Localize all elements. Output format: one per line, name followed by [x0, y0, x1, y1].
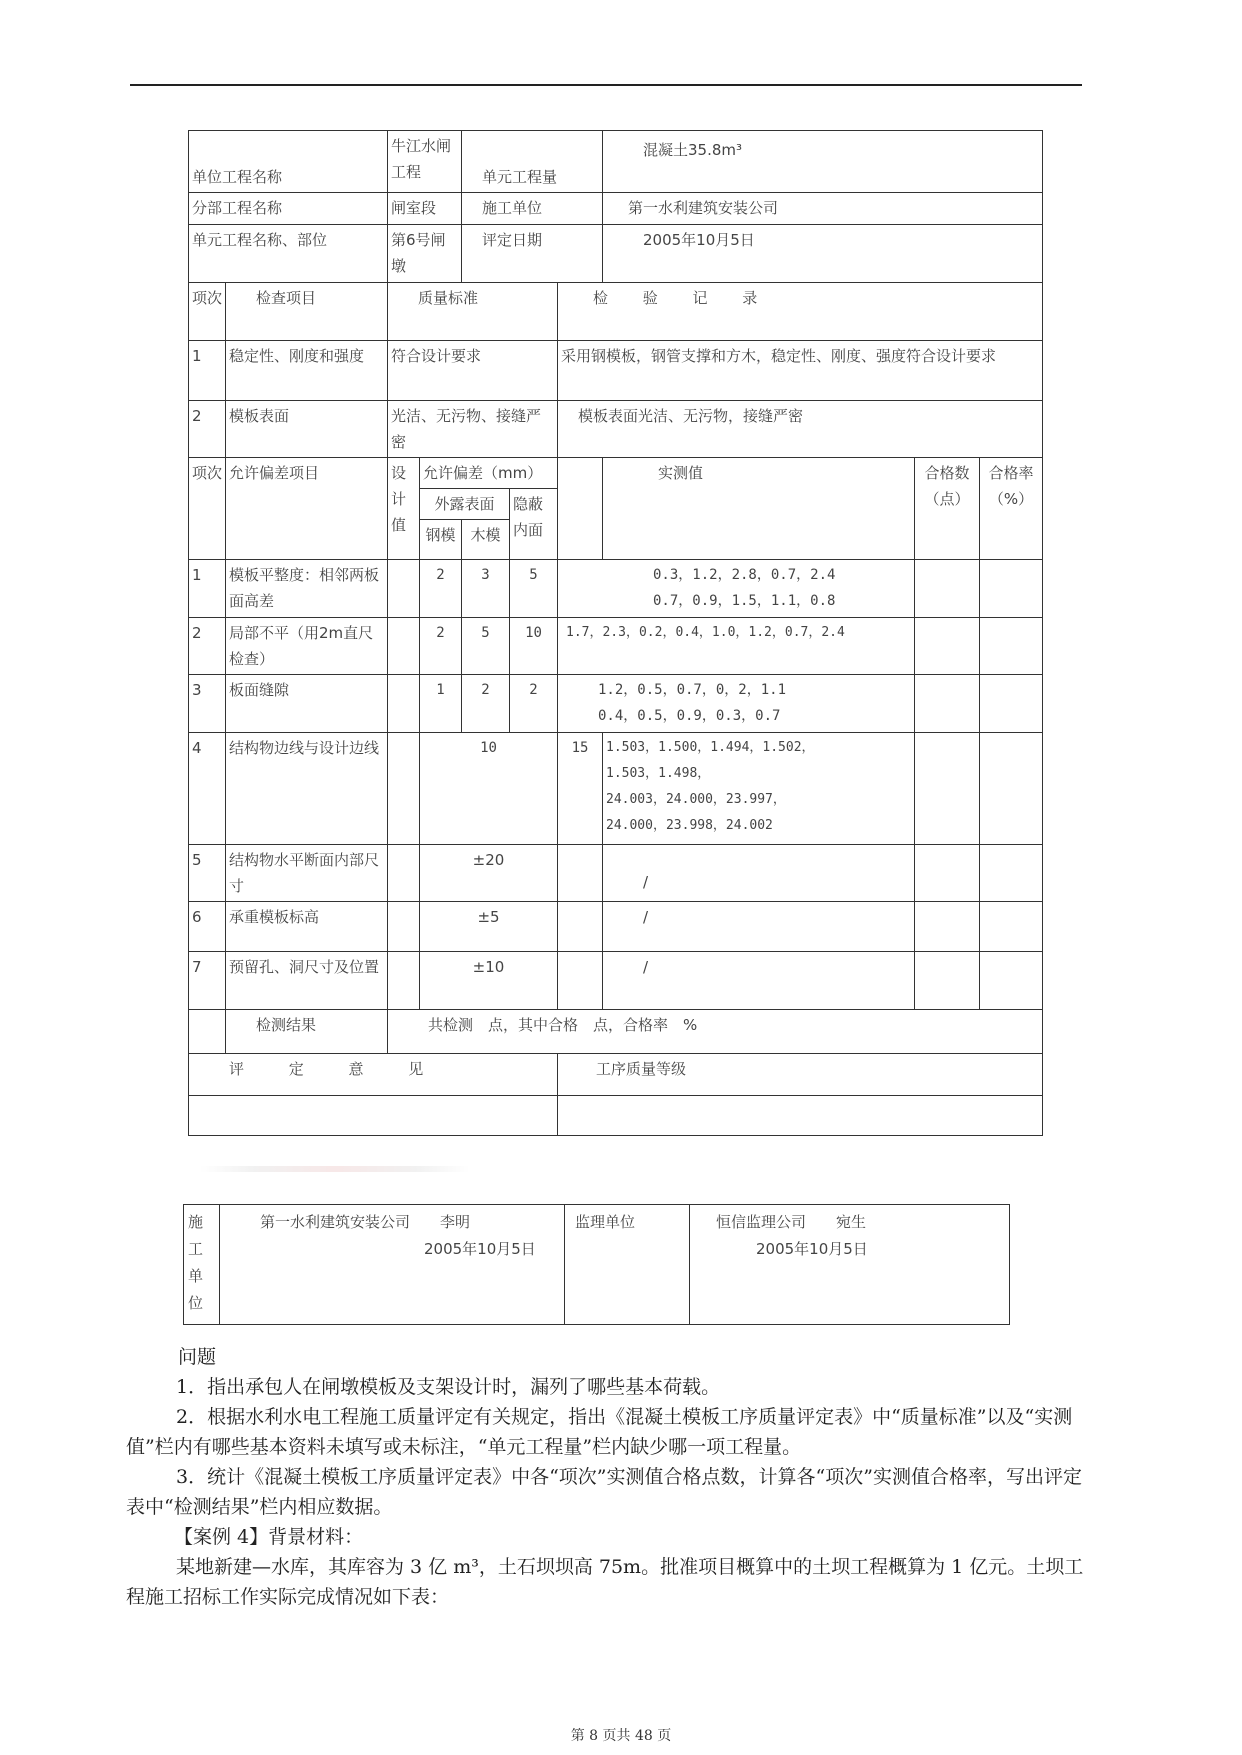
check-1-no: 1: [189, 341, 226, 401]
result-label: 检测结果: [226, 1010, 388, 1054]
dev-5-measured: /: [603, 845, 915, 902]
dev-5-no: 5: [189, 845, 226, 902]
dev-4-measured: 1.503，1.500，1.494，1.502， 1.503，1.498， 24.003，24.000，23.997， 24.000，23.998，24.002: [603, 733, 915, 845]
measured-header: 实测值: [603, 458, 915, 560]
dev-1-no: 1: [189, 560, 226, 618]
hidden-surface-header: 隐蔽内面: [510, 489, 558, 560]
question-1: 1．指出承包人在闸墩模板及支架设计时，漏列了哪些基本荷载。: [176, 1376, 721, 1398]
dev-2-steel: 2: [420, 618, 462, 675]
header-rule: [130, 84, 1082, 86]
unit-name-label: 单元工程名称、部位: [189, 225, 388, 283]
check-1-std: 符合设计要求: [388, 341, 558, 401]
check-2-no: 2: [189, 401, 226, 458]
dev-7-measured: /: [603, 952, 915, 1010]
dev-5-allow: ±20: [420, 845, 558, 902]
pass-count-header: 合格数（点）: [915, 458, 980, 560]
dev-3-hidden: 2: [510, 675, 558, 733]
grade-value: [558, 1096, 1043, 1136]
formwork-quality-table: [188, 130, 1043, 1136]
unit-name-value: 第6号闸墩: [388, 225, 462, 283]
dev-2-hidden: 10: [510, 618, 558, 675]
wood-form-header: 木模: [462, 520, 510, 560]
dev-2-measured: 1.7，2.3，0.2，0.4，1.0，1.2，0.7，2.4: [558, 618, 915, 675]
supervisor-sig-label: 监理单位: [565, 1205, 690, 1325]
steel-form-header: 钢模: [420, 520, 462, 560]
unit-project-label: 单位工程名称: [189, 131, 388, 193]
question-3: 3．统计《混凝土模板工序质量评定表》中各“项次”实测值合格点数，计算各“项次”实测值合格率，写出评定表中“检测结果”栏内相应数据。: [126, 1466, 1082, 1518]
eval-date-value: 2005年10月5日: [603, 225, 1043, 283]
check-item-header: 检查项目: [226, 283, 388, 341]
dev-6-item: 承重模板标高: [226, 902, 388, 952]
unit-project-value: 牛江水闸工程: [388, 131, 462, 193]
questions-title: 问题: [178, 1346, 217, 1368]
division-label: 分部工程名称: [189, 193, 388, 225]
dev-3-steel: 1: [420, 675, 462, 733]
dev-3-no: 3: [189, 675, 226, 733]
dev-7-no: 7: [189, 952, 226, 1010]
result-text: 共检测 点，其中合格 点，合格率 %: [388, 1010, 1043, 1054]
dev-6-measured: /: [603, 902, 915, 952]
dev-1-wood: 3: [462, 560, 510, 618]
item-no-header: 项次: [189, 283, 226, 341]
dev-6-allow: ±5: [420, 902, 558, 952]
unit-quantity-label: 单元工程量: [462, 131, 603, 193]
dev-3-measured: 1.2，0.5，0.7，0，2，1.1 0.4，0.5，0.9，0.3，0.7: [558, 675, 915, 733]
dev-2-item: 局部不平（用2m直尺检查）: [226, 618, 388, 675]
contractor-sig: 第一水利建筑安装公司 李明 2005年10月5日: [220, 1205, 565, 1325]
quality-std-header: 质量标准: [388, 283, 558, 341]
supervisor-sig: 恒信监理公司 宛生 2005年10月5日: [690, 1205, 1010, 1325]
question-2: 2．根据水利水电工程施工质量评定有关规定，指出《混凝土模板工序质量评定表》中“质量标准”以及“实测值”栏内有哪些基本资料未填写或未标注，“单元工程量”栏内缺少哪一项工程量。: [126, 1406, 1073, 1458]
unit-quantity-value: 混凝土35.8m³: [603, 131, 1043, 193]
check-2-std: 光洁、无污物、接缝严密: [388, 401, 558, 458]
dev-item-header: 允许偏差项目: [226, 458, 388, 560]
dev-2-no: 2: [189, 618, 226, 675]
grade-label: 工序质量等级: [558, 1054, 1043, 1096]
contractor-label: 施工单位: [462, 193, 603, 225]
dev-3-wood: 2: [462, 675, 510, 733]
page-number: 第 8 页共 48 页: [570, 1728, 672, 1744]
dev-no-header: 项次: [189, 458, 226, 560]
signature-table: [183, 1204, 1010, 1325]
eval-date-label: 评定日期: [462, 225, 603, 283]
dev-4-item: 结构物边线与设计边线: [226, 733, 388, 845]
pass-rate-header: 合格率（%）: [980, 458, 1043, 560]
dev-6-no: 6: [189, 902, 226, 952]
check-2-record: 模板表面光洁、无污物，接缝严密: [558, 401, 1043, 458]
dev-2-wood: 5: [462, 618, 510, 675]
dev-7-item: 预留孔、洞尺寸及位置: [226, 952, 388, 1010]
scan-smudge: [200, 1166, 470, 1172]
dev-4-no: 4: [189, 733, 226, 845]
exposed-surface-header: 外露表面: [420, 489, 510, 520]
division-value: 闸室段: [388, 193, 462, 225]
opinion-value: [189, 1096, 558, 1136]
contractor-sig-label: 施 工 单 位: [184, 1205, 220, 1325]
design-value-header: 设计值: [388, 458, 420, 560]
opinion-label: 评 定 意 见: [189, 1054, 558, 1096]
contractor-value: 第一水利建筑安装公司: [603, 193, 1043, 225]
dev-5-item: 结构物水平断面内部尺寸: [226, 845, 388, 902]
questions-section: [126, 1342, 1086, 1612]
check-1-item: 稳定性、刚度和强度: [226, 341, 388, 401]
background-text: 某地新建—水库，其库容为 3 亿 m³，土石坝坝高 75m。批准项目概算中的土坝工程概算为 1 亿元。土坝工程施工招标工作实际完成情况如下表：: [126, 1556, 1084, 1608]
dev-3-item: 板面缝隙: [226, 675, 388, 733]
dev-7-allow: ±10: [420, 952, 558, 1010]
check-1-record: 采用钢模板，钢管支撑和方木，稳定性、刚度、强度符合设计要求: [558, 341, 1043, 401]
check-2-item: 模板表面: [226, 401, 388, 458]
allowed-dev-header: 允许偏差（mm）: [420, 458, 558, 489]
dev-1-measured: 0.3，1.2，2.8，0.7，2.4 0.7，0.9，1.5，1.1，0.8: [558, 560, 915, 618]
inspection-record-header: 检 验 记 录: [558, 283, 1043, 341]
dev-1-hidden: 5: [510, 560, 558, 618]
dev-4-hidden: 15: [558, 733, 603, 845]
dev-1-steel: 2: [420, 560, 462, 618]
case-heading: 【案例 4】背景材料：: [174, 1526, 364, 1548]
dev-1-item: 模板平整度：相邻两板面高差: [226, 560, 388, 618]
dev-4-exposed: 10: [420, 733, 558, 845]
